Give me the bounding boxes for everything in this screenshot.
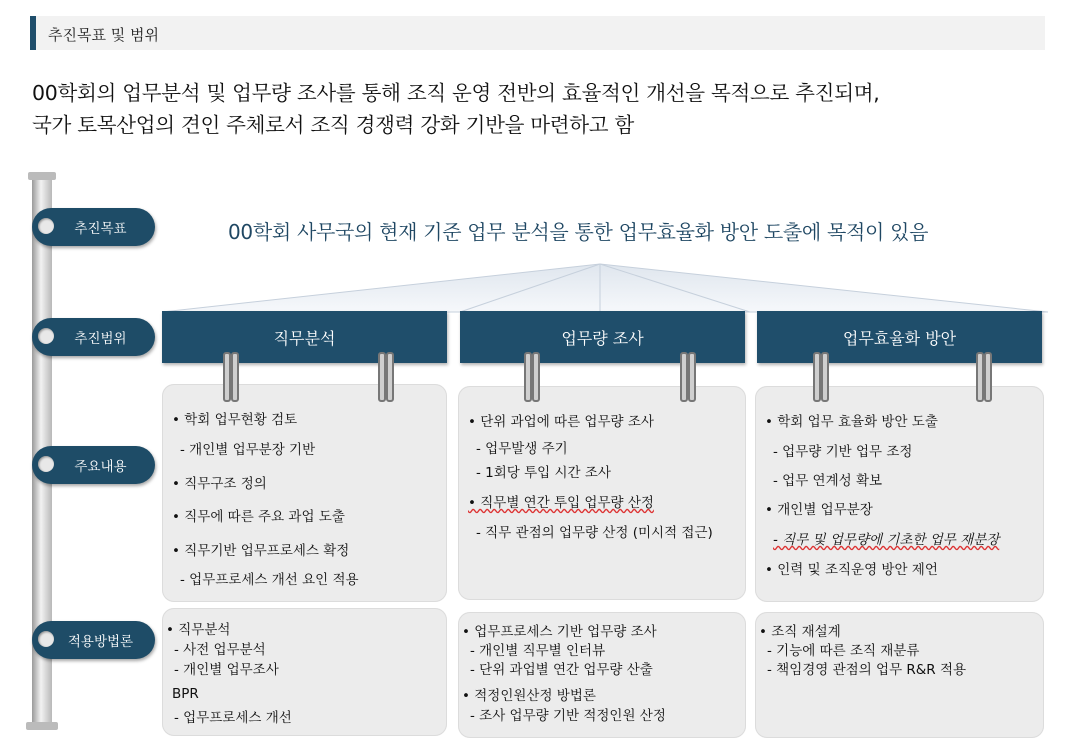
method-card-job-analysis: [162, 608, 447, 736]
binder-ring-icon: [821, 352, 829, 402]
binder-ring-icon: [984, 352, 992, 402]
list-item: • 직무구조 정의: [172, 476, 267, 492]
goal-statement: 00학회 사무국의 현재 기준 업무 분석을 통한 업무효율화 방안 도출에 목적이 있음: [228, 220, 929, 244]
list-item: - 사전 업무분석: [174, 642, 266, 658]
list-item: • 직무에 따른 주요 과업 도출: [172, 509, 345, 525]
binder-ring-icon: [223, 352, 231, 402]
binder-ring-icon: [688, 352, 696, 402]
list-item: - 직무 및 업무량에 기초한 업무 재분장: [773, 532, 1000, 548]
binder-ring-icon: [386, 352, 394, 402]
row-label-method: [32, 621, 155, 659]
list-item: - 조사 업무량 기반 적정인원 산정: [470, 708, 666, 724]
pill-dot-icon: [38, 328, 54, 344]
list-item: - 직무 관점의 업무량 산정 (미시적 접근): [476, 525, 713, 541]
list-item: - 업무프로세스 개선: [174, 710, 292, 726]
goal-connector-fan: [160, 262, 1050, 314]
scope-header-job-analysis: 직무분석: [162, 311, 447, 363]
list-item: • 적정인원산정 방법론: [462, 688, 596, 704]
list-item: • 학회 업무현황 검토: [172, 412, 298, 428]
pill-dot-icon: [38, 631, 54, 647]
list-item: • 단위 과업에 따른 업무량 조사: [468, 414, 654, 430]
row-label-content-text: 주요내용: [74, 459, 127, 475]
list-item: - 단위 과업별 연간 업무량 산출: [470, 662, 653, 678]
method-card-efficiency-plan: [755, 612, 1044, 738]
list-item: - 업무 연계성 확보: [773, 473, 883, 489]
content-card-job-analysis: [162, 384, 447, 602]
list-item: - 책임경영 관점의 업무 R&R 적용: [767, 662, 967, 678]
list-item: • 학회 업무 효율화 방안 도출: [765, 414, 938, 430]
content-card-efficiency-plan: [755, 386, 1044, 602]
row-label-scope: [32, 318, 155, 356]
binder-ring-icon: [813, 352, 821, 402]
intro-line-1: 00학회의 업무분석 및 업무량 조사를 통해 조직 운영 전반의 효율적인 개선을 목적으로 추진되며,: [32, 81, 880, 105]
binder-ring-icon: [532, 352, 540, 402]
row-label-goal-text: 추진목표: [74, 221, 127, 237]
binder-ring-icon: [524, 352, 532, 402]
list-item: - 업무발생 주기: [476, 441, 568, 457]
row-label-goal: [32, 208, 155, 246]
content-card-workload-survey: [458, 386, 746, 600]
list-item: - 기능에 따른 조직 재분류: [767, 643, 920, 659]
heading-accent-bar: [30, 16, 36, 50]
binder-ring-icon: [378, 352, 386, 402]
list-item: • 직무분석: [166, 622, 231, 638]
list-item: - 1회당 투입 시간 조사: [476, 465, 611, 481]
pole-base: [26, 722, 58, 730]
pole-cap: [28, 172, 56, 180]
scope-header-workload-survey: 업무량 조사: [460, 311, 745, 363]
list-item: - 개인별 업무조사: [174, 662, 279, 678]
list-item: - 개인별 직무별 인터뷰: [470, 643, 606, 659]
binder-ring-icon: [976, 352, 984, 402]
list-item: • 업무프로세스 기반 업무량 조사: [462, 624, 657, 640]
list-item: - 업무량 기반 업무 조정: [773, 444, 913, 460]
method-card-workload-survey: [458, 612, 746, 738]
row-label-content: [32, 446, 155, 484]
list-item: • 개인별 업무분장: [765, 502, 873, 518]
pill-dot-icon: [38, 456, 54, 472]
row-label-method-text: 적용방법론: [67, 634, 134, 650]
heading-background: [32, 16, 1045, 50]
intro-line-2: 국가 토목산업의 견인 주체로서 조직 경쟁력 강화 기반을 마련하고 함: [32, 113, 635, 137]
list-item: • 조직 재설계: [759, 624, 841, 640]
row-label-scope-text: 추진범위: [74, 331, 127, 347]
binder-ring-icon: [231, 352, 239, 402]
scope-header-efficiency-plan: 업무효율화 방안: [757, 311, 1042, 363]
section-heading: 추진목표 및 범위: [48, 26, 159, 44]
binder-ring-icon: [680, 352, 688, 402]
list-item: - 개인별 업무분장 기반: [180, 442, 316, 458]
list-item: - 업무프로세스 개선 요인 적용: [180, 572, 359, 588]
list-item: • 인력 및 조직운영 방안 제언: [765, 562, 938, 578]
list-item: BPR: [172, 686, 199, 702]
list-item: • 직무별 연간 투입 업무량 산정: [468, 495, 654, 511]
list-item: • 직무기반 업무프로세스 확정: [172, 543, 350, 559]
pill-dot-icon: [38, 218, 54, 234]
